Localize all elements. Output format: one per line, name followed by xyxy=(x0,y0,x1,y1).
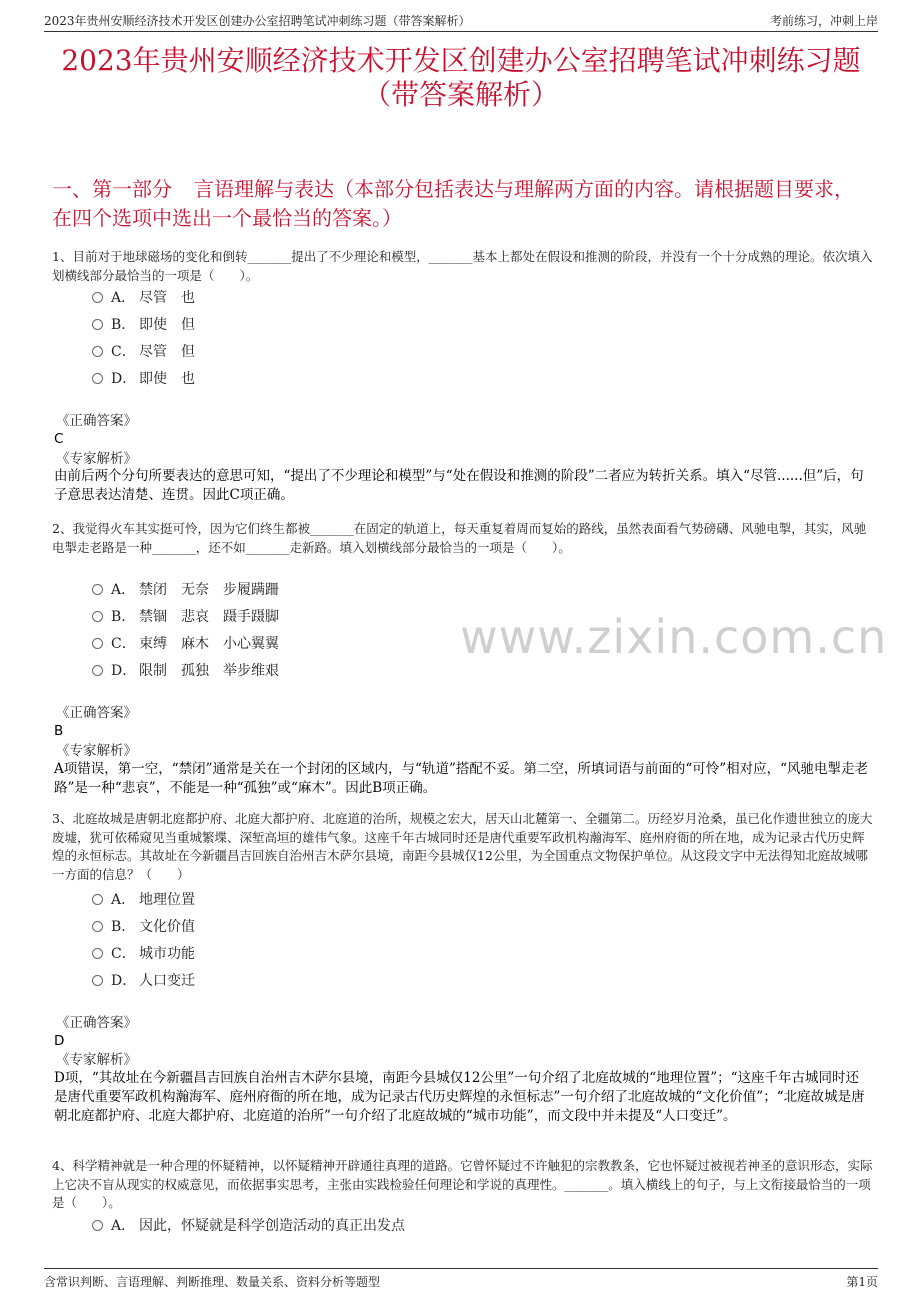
answer-value: C xyxy=(54,431,64,447)
option-d[interactable]: D． 人口变迁 xyxy=(92,971,195,991)
option-b[interactable]: B． 即使 但 xyxy=(92,315,195,335)
question-stem: 2、我觉得火车其实挺可怜，因为它们终生都被_______在固定的轨道上，每天重复着周而复始的路线，虽然表面看气势磅礴、风驰电掣，其实，风驰电掣走老路是一种_______，还不如_______走新路。填入划横线部分最恰当的一项是（ ）。 xyxy=(52,521,867,555)
option-d[interactable]: D． 即使 也 xyxy=(92,369,195,389)
analysis-label: 《专家解析》 xyxy=(56,1052,137,1068)
answer-value: B xyxy=(54,723,64,739)
option-c[interactable]: C． 束缚 麻木 小心翼翼 xyxy=(92,634,279,654)
analysis-label: 《专家解析》 xyxy=(56,451,137,467)
radio-icon[interactable] xyxy=(92,948,103,959)
page-number: 第1页 xyxy=(846,1275,878,1289)
analysis-label: 《专家解析》 xyxy=(56,743,137,759)
question-stem: 1、目前对于地球磁场的变化和倒转_______提出了不少理论和模型，_______基本上都处在假设和推测的阶段，并没有一个十分成熟的理论。依次填入划横线部分最恰当的一项是（ ）。 xyxy=(52,249,873,283)
question-stem: 4、科学精神就是一种合理的怀疑精神，以怀疑精神开辟通往真理的道路。它曾怀疑过不许触犯的宗教教条，它也怀疑过被视若神圣的意识形态，实际上它决不盲从现实的权威意见，而依据事实思考，主张由实践检验任何理论和学说的真理性。_______。填入横线上的句子，与上文衔接最恰当的一项是（ ）。 xyxy=(52,1158,873,1210)
question-stem: 3、北庭故城是唐朝北庭都护府、北庭大都护府、北庭道的治所，规模之宏大，居天山北麓第一、全疆第二。历经岁月沧桑，虽已化作遗世独立的庞大废墟，犹可依稀窥见当重城繁堞、深堑高垣的雄伟气象。这座千年古城同时还是唐代重要军政机构瀚海军、庭州府衙的所在地，成为记录古代历史辉煌的永恒标志。其故址在今新疆昌吉回族自治州吉木萨尔县境，南距今县城仅12公里，为全国重点文物保护单位。从这段文字中无法得知北庭故城哪一方面的信息？（ ） xyxy=(52,811,873,882)
option-c[interactable]: C． 城市功能 xyxy=(92,944,195,964)
radio-icon[interactable] xyxy=(92,292,103,303)
section-heading xyxy=(52,175,872,233)
answer-label: 《正确答案》 xyxy=(56,413,137,429)
footer-topics: 含常识判断、言语理解、判断推理、数量关系、资料分析等题型 xyxy=(44,1275,381,1289)
header-slogan: 考前练习，冲刺上岸 xyxy=(769,14,878,28)
header-doc-title: 2023年贵州安顺经济技术开发区创建办公室招聘笔试冲刺练习题（带答案解析） xyxy=(44,14,471,28)
radio-icon[interactable] xyxy=(92,584,103,595)
section-prefix: 一、第一部分 xyxy=(52,177,172,201)
page-header xyxy=(44,10,878,32)
option-a[interactable]: A． 因此，怀疑就是科学创造活动的真正出发点 xyxy=(92,1216,405,1236)
option-b[interactable]: B． 文化价值 xyxy=(92,917,195,937)
analysis-text: 由前后两个分句所要表达的意思可知，“提出了不少理论和模型”与“处在假设和推测的阶段”二者应为转折关系。填入“尽管......但”后，句子意思表达清楚、连贯。因此C项正确。 xyxy=(54,468,864,503)
radio-icon[interactable] xyxy=(92,894,103,905)
option-c[interactable]: C． 尽管 但 xyxy=(92,342,195,362)
radio-icon[interactable] xyxy=(92,1220,103,1231)
answer-label: 《正确答案》 xyxy=(56,1015,137,1031)
option-b[interactable]: B． 禁锢 悲哀 蹑手蹑脚 xyxy=(92,607,279,627)
radio-icon[interactable] xyxy=(92,319,103,330)
option-a[interactable]: A． 地理位置 xyxy=(92,890,195,910)
page-title: 2023年贵州安顺经济技术开发区创建办公室招聘笔试冲刺练习题（带答案解析） xyxy=(61,44,861,111)
page-footer xyxy=(44,1268,878,1292)
answer-label: 《正确答案》 xyxy=(56,705,137,721)
radio-icon[interactable] xyxy=(92,975,103,986)
radio-icon[interactable] xyxy=(92,665,103,676)
radio-icon[interactable] xyxy=(92,346,103,357)
option-a[interactable]: A． 禁闭 无奈 步履蹒跚 xyxy=(92,580,279,600)
section-text: 言语理解与表达（本部分包括表达与理解两方面的内容。请根据题目要求，在四个选项中选出一个最恰当的答案。） xyxy=(52,177,854,230)
radio-icon[interactable] xyxy=(92,921,103,932)
analysis-text: A项错误，第一空，“禁闭”通常是关在一个封闭的区域内，与“轨道”搭配不妥。第二空，所填词语与前面的“可怜”相对应，“风驰电掣走老路”是一种“悲哀”，不能是一种“孤独”或“麻木”。因此B项正确。 xyxy=(54,761,869,796)
option-d[interactable]: D． 限制 孤独 举步维艰 xyxy=(92,661,279,681)
analysis-text: D项，“其故址在今新疆昌吉回族自治州吉木萨尔县境，南距今县城仅12公里”一句介绍了北庭故城的“地理位置”；“这座千年古城同时还是唐代重要军政机构瀚海军、庭州府衙的所在地，成为记录古代历史辉煌的永恒标志”一句介绍了北庭故城的“文化价值”；“北庭故城是唐朝北庭都护府、北庭大都护府、北庭道的治所”一句介绍了北庭故城的“城市功能”，而文段中并未提及“人口变迁”。 xyxy=(54,1070,865,1124)
radio-icon[interactable] xyxy=(92,373,103,384)
radio-icon[interactable] xyxy=(92,611,103,622)
watermark: www.zixin.com.cn xyxy=(460,610,888,664)
option-a[interactable]: A． 尽管 也 xyxy=(92,288,195,308)
answer-value: D xyxy=(54,1033,65,1049)
radio-icon[interactable] xyxy=(92,638,103,649)
